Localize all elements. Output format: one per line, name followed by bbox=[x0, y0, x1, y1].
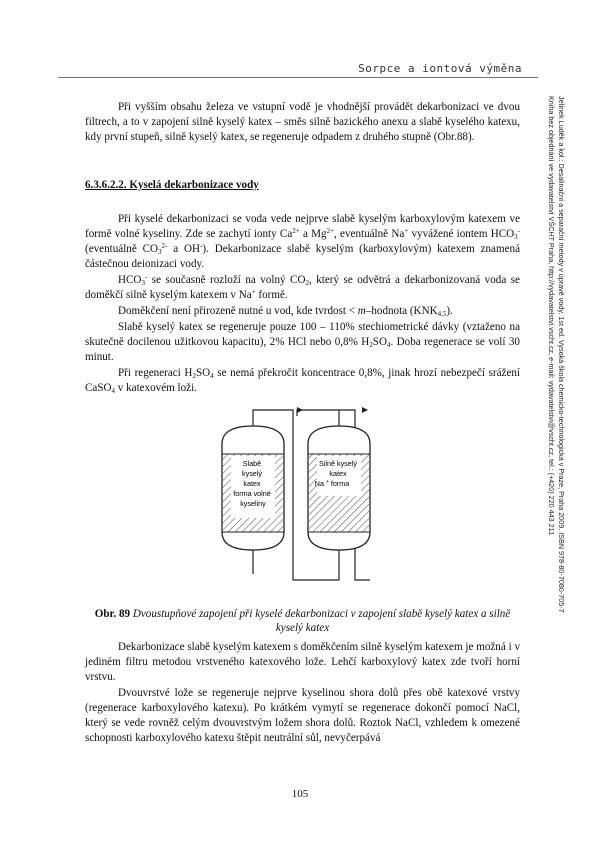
flow-arrow-right bbox=[297, 407, 303, 413]
intro-paragraph: Při vyšším obsahu železa ve vstupní vodě je vhodnější provádět dekarbonizaci ve dvou filtrech, a to v zapojení silně kyselý katex – směs silně bazického anexu a slabě kyselého katexu, kdy první stupeň, silně kyselý katex, se regeneruje odpadem z druhého stupně (Obr.88). bbox=[85, 101, 520, 143]
paragraph-regeneration-limit: Při regeneraci $H_2SO_4$ se nemá překročit koncentrace 0,8%, jinak hrozí nebezpečí srážení CaSO$_4$ v katexovém loži. bbox=[85, 367, 520, 395]
paragraph-regeneration-dose: Slabě kyselý katex se regeneruje pouze 100 – 110% stechiometrické dávky (vztaženo na skutečně docilenou užitkovou kapacitu), 2% HCl nebo 0,8% $H_2SO_4$. Doba regenerace se volí 30 minut. bbox=[85, 321, 520, 363]
vessel-strong-acid bbox=[308, 416, 370, 550]
page-number: 105 bbox=[291, 788, 309, 800]
paragraph-decarbonization: Při kyselé dekarbonizaci se voda vede nejprve slabě kyselým karboxylovým katexem ve formě volné kyseliny. Zde se zachytí ionty $Ca^{2+}$ a $Mg^{2+}$, eventuálně Na+ vyvážené iontem $HCO_3^-$ (eventuálně $CO_3^{2-}$ a OH-). Dekarbonizace slabě kyselým (karboxylovým) katexem znamená částečnou deionizaci vody. bbox=[85, 213, 520, 270]
vessel-weak-acid bbox=[222, 426, 284, 550]
citation-line-1: Jelínek Luděk a kol.: Desalinační a separační metody v úpravě vody. 1st ed. Vysoká škola chemicko-technologická v Praze, Praha 2009. ISBN 978-80-7080-705-7 bbox=[557, 96, 566, 613]
side-citation bbox=[547, 96, 566, 696]
paragraph-two-layer-regeneration: Dvouvrstvé lože se regeneruje nejprve kyselinou shora dolů přes obě katexové vrstvy (regenerace karboxylového katexu). Po krátkém vymytí se regenerace dokončí pomocí NaCl, který se vede rovněž celým dvouvrstvým ložem shora dolů. Roztok NaCl, vzhledem k omezené schopnosti karboxylového katexu štěpit neutrální sůl, nevyčerpává bbox=[85, 687, 520, 744]
figure-caption-text: Dvoustupňové zapojení při kyselé dekarbonizaci v zapojení slabě kyselý katex a silně kyselý katex bbox=[130, 608, 511, 634]
paragraph-hco3: $HCO_3^-$ se současně rozloží na volný $CO_2$, který se odvětrá a dekarbonizovaná voda se doměkčí silně kyselým katexem v Na+ formě. bbox=[85, 273, 520, 301]
label-strong-acid: Silně kyselý katex Na + forma bbox=[314, 459, 357, 488]
flow-arrow-outlet bbox=[362, 407, 368, 413]
header-rule bbox=[58, 77, 538, 78]
figure-caption bbox=[85, 607, 520, 635]
label-weak-acid: Slabě kyselý katex forma volné kyseliny bbox=[233, 459, 271, 508]
section-heading: 6.3.6.2.2. Kyselá dekarbonizace vody bbox=[85, 179, 259, 191]
body-text-upper bbox=[85, 212, 520, 397]
paragraph-softening: Doměkčení není přirozeně nutné u vod, kde tvrdost < m–hodnota $(KNK_{4,5})$. bbox=[118, 305, 453, 318]
citation-line-2: Kniha bez objednání ve vydavatelství VŠCHT Praha, http://vydavatelstvi.vscht.cz, e-mail: vydavatelstvi@vscht.cz, tel.: (+420) 220 443 211 bbox=[547, 96, 556, 536]
two-stage-filter-diagram bbox=[200, 404, 400, 602]
intro-paragraph-block bbox=[85, 100, 520, 146]
body-text-lower bbox=[85, 640, 520, 747]
page-header-title: Sorpce a iontová výměna bbox=[358, 62, 522, 75]
paragraph-layered-bed: Dekarbonizace slabě kyselým katexem s doměkčením silně kyselým katexem je možná i v jediném filtru metodou vrstveného katexového lože. Lehčí karboxylový katex zde tvoří horní vrstvu. bbox=[85, 641, 520, 683]
figure-label: Obr. 89 bbox=[94, 608, 131, 620]
